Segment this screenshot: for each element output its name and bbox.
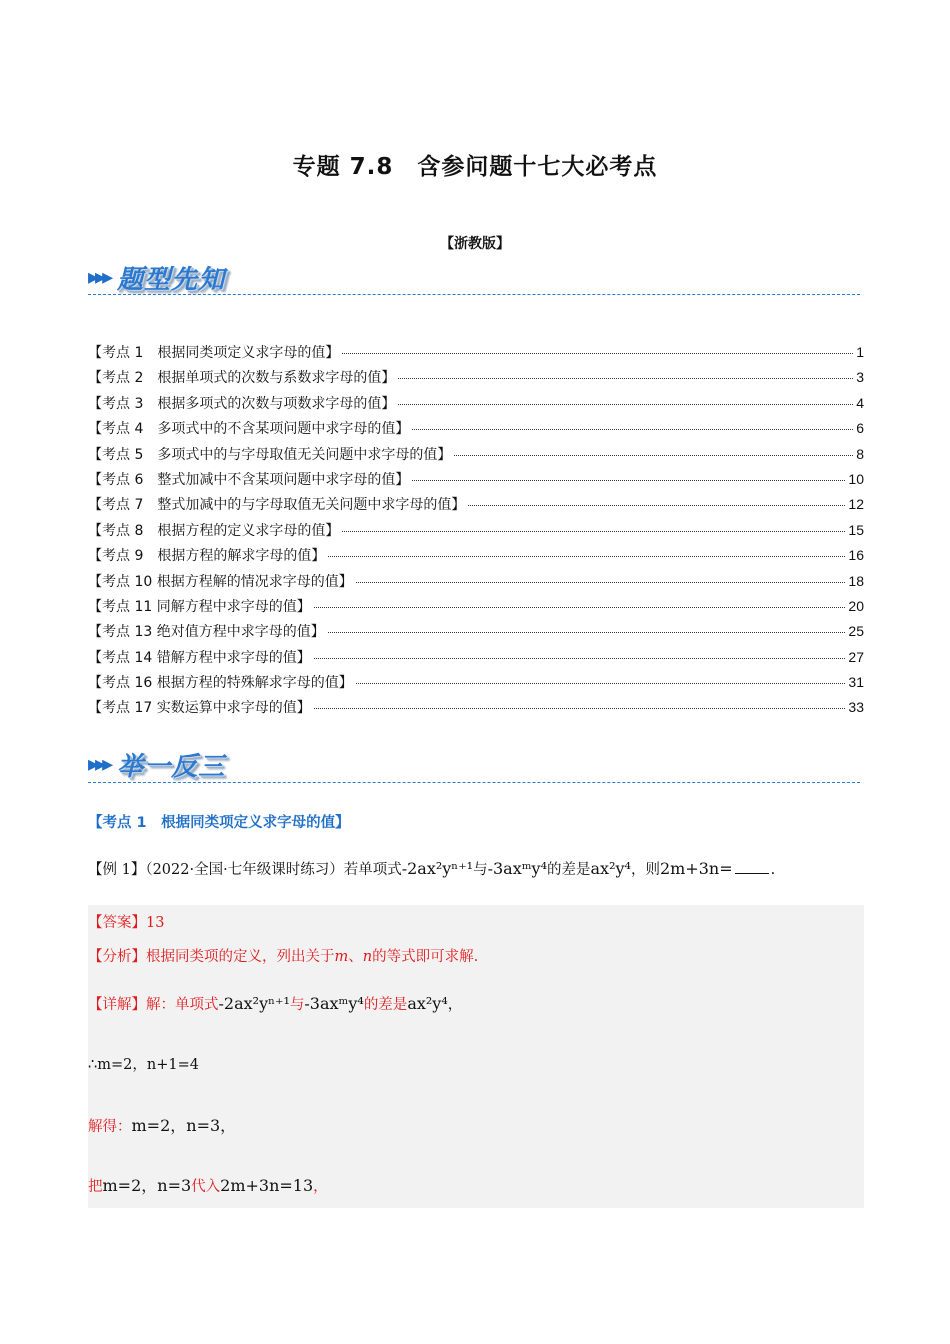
toc-entry[interactable] bbox=[88, 571, 864, 596]
math-expression: 2m+3n= bbox=[659, 859, 733, 878]
step-label: 解得： bbox=[88, 1119, 132, 1135]
toc-page-number: 8 bbox=[856, 445, 864, 462]
example-middle: 的差是 bbox=[547, 862, 591, 878]
banner-practice bbox=[88, 746, 225, 782]
detail-line bbox=[88, 993, 462, 1014]
step-line: ∴m=2，n+1=4 bbox=[88, 1057, 199, 1073]
toc-entry[interactable] bbox=[88, 672, 864, 697]
toc-page-number: 6 bbox=[856, 420, 864, 437]
toc-entry[interactable] bbox=[88, 444, 864, 469]
answer-blank bbox=[735, 873, 769, 874]
toc-entry[interactable] bbox=[88, 520, 864, 545]
detail-text: ， bbox=[447, 997, 463, 1013]
example-joiner: 与 bbox=[473, 862, 488, 878]
toc-page-number: 25 bbox=[848, 623, 864, 640]
toc-entry[interactable] bbox=[88, 393, 864, 418]
table-of-contents bbox=[88, 342, 864, 723]
step-end: ， bbox=[313, 1179, 328, 1195]
answer-value: 13 bbox=[146, 915, 165, 931]
toc-leader-dots bbox=[314, 607, 846, 608]
math-term: -3axᵐy⁴ bbox=[487, 859, 548, 878]
triple-arrow-icon: ▸▸▸ bbox=[88, 751, 110, 777]
step-label: 代入 bbox=[191, 1179, 221, 1195]
toc-entry[interactable] bbox=[88, 494, 864, 519]
step-label: 把 bbox=[88, 1179, 103, 1195]
toc-leader-dots bbox=[398, 404, 853, 405]
math-term: ax²y⁴ bbox=[590, 859, 631, 878]
toc-entry[interactable] bbox=[88, 697, 864, 722]
section-heading: 【考点 1 根据同类项定义求字母的值】 bbox=[88, 815, 350, 831]
toc-leader-dots bbox=[314, 708, 846, 709]
toc-leader-dots bbox=[328, 632, 846, 633]
toc-entry-label: 【考点 3 根据多项式的次数与项数求字母的值】 bbox=[88, 395, 396, 412]
toc-entry[interactable] bbox=[88, 418, 864, 443]
math-term: -2ax²yⁿ⁺¹ bbox=[401, 859, 474, 878]
toc-page-number: 16 bbox=[848, 547, 864, 564]
toc-page-number: 12 bbox=[848, 496, 864, 513]
toc-entry-label: 【考点 9 根据方程的解求字母的值】 bbox=[88, 548, 326, 565]
toc-page-number: 10 bbox=[848, 470, 864, 487]
toc-entry-label: 【考点 11 同解方程中求字母的值】 bbox=[88, 598, 311, 615]
toc-entry-label: 【考点 17 实数运算中求字母的值】 bbox=[88, 700, 311, 717]
math-term: -3axᵐy⁴ bbox=[304, 994, 364, 1013]
toc-leader-dots bbox=[412, 480, 845, 481]
toc-leader-dots bbox=[342, 353, 853, 354]
answer-line bbox=[88, 911, 164, 932]
var-m: m bbox=[334, 949, 349, 965]
detail-text: 解：单项式 bbox=[146, 997, 219, 1013]
toc-entry-label: 【考点 13 绝对值方程中求字母的值】 bbox=[88, 624, 325, 641]
toc-entry[interactable] bbox=[88, 367, 864, 392]
answer-tag: 【答案】 bbox=[88, 915, 146, 931]
divider bbox=[88, 782, 860, 783]
math-term: ax²y⁴ bbox=[407, 994, 448, 1013]
banner-title: 题型先知 bbox=[117, 264, 226, 295]
math-term: -2ax²yⁿ⁺¹ bbox=[218, 994, 290, 1013]
var-n: n bbox=[362, 949, 373, 965]
toc-page-number: 18 bbox=[848, 572, 864, 589]
step-line bbox=[88, 1113, 236, 1136]
toc-page-number: 31 bbox=[848, 674, 864, 691]
toc-entry[interactable] bbox=[88, 621, 864, 646]
step-math: 2m+3n=13 bbox=[220, 1176, 314, 1195]
toc-leader-dots bbox=[328, 556, 845, 557]
toc-leader-dots bbox=[468, 505, 845, 506]
toc-leader-dots bbox=[356, 582, 846, 583]
toc-page-number: 4 bbox=[856, 394, 864, 411]
step-line bbox=[88, 1173, 328, 1196]
step-math: m=2，n=3 bbox=[102, 1176, 192, 1195]
toc-entry-label: 【考点 16 根据方程的特殊解求字母的值】 bbox=[88, 675, 353, 692]
step-math: m=2，n=3， bbox=[131, 1116, 237, 1135]
toc-leader-dots bbox=[356, 683, 846, 684]
toc-entry-label: 【考点 7 整式加减中的与字母取值无关问题中求字母的值】 bbox=[88, 497, 466, 514]
toc-entry-label: 【考点 10 根据方程解的情况求字母的值】 bbox=[88, 573, 353, 590]
toc-entry-label: 【考点 8 根据方程的定义求字母的值】 bbox=[88, 522, 340, 539]
toc-page-number: 1 bbox=[856, 344, 864, 360]
toc-page-number: 15 bbox=[848, 521, 864, 538]
analysis-text: 的等式即可求解. bbox=[372, 949, 479, 965]
toc-leader-dots bbox=[314, 658, 846, 659]
toc-page-number: 27 bbox=[848, 648, 864, 665]
toc-leader-dots bbox=[398, 378, 853, 379]
example-question bbox=[88, 858, 888, 879]
analysis-tag: 【分析】 bbox=[88, 949, 146, 965]
analysis-text: 根据同类项的定义，列出关于 bbox=[146, 949, 335, 965]
toc-entry-label: 【考点 1 根据同类项定义求字母的值】 bbox=[88, 345, 340, 361]
toc-entry-label: 【考点 14 错解方程中求字母的值】 bbox=[88, 649, 311, 666]
banner-title: 举一反三 bbox=[117, 751, 226, 782]
answer-box bbox=[88, 905, 864, 1208]
analysis-line bbox=[88, 945, 478, 966]
toc-page-number: 20 bbox=[848, 597, 864, 614]
toc-entry[interactable] bbox=[88, 647, 864, 672]
toc-leader-dots bbox=[412, 429, 853, 430]
toc-entry-label: 【考点 4 多项式中的不含某项问题中求字母的值】 bbox=[88, 421, 410, 438]
toc-entry[interactable] bbox=[88, 545, 864, 570]
analysis-sep: 、 bbox=[348, 949, 363, 965]
example-then: ，则 bbox=[630, 862, 660, 878]
page-title: 专题 7.8 含参问题十七大必考点 bbox=[292, 154, 658, 180]
detail-text: 的差是 bbox=[363, 997, 408, 1013]
detail-tag: 【详解】 bbox=[88, 997, 146, 1013]
detail-text: 与 bbox=[289, 997, 305, 1013]
toc-leader-dots bbox=[454, 455, 853, 456]
toc-entry-label: 【考点 5 多项式中的与字母取值无关问题中求字母的值】 bbox=[88, 446, 452, 463]
toc-entry[interactable] bbox=[88, 596, 864, 621]
toc-leader-dots bbox=[342, 531, 845, 532]
toc-page-number: 3 bbox=[856, 369, 864, 386]
toc-entry[interactable] bbox=[88, 469, 864, 494]
toc-entry-label: 【考点 2 根据单项式的次数与系数求字母的值】 bbox=[88, 370, 396, 387]
example-prefix: 【例 1】（2022·全国·七年级课时练习）若单项式 bbox=[88, 862, 402, 878]
edition-label: 【浙教版】 bbox=[440, 236, 510, 252]
banner-question-types bbox=[88, 259, 225, 295]
toc-entry-label: 【考点 6 整式加减中不含某项问题中求字母的值】 bbox=[88, 471, 410, 488]
toc-page-number: 33 bbox=[848, 699, 864, 716]
example-end: . bbox=[770, 862, 776, 878]
toc-entry[interactable] bbox=[88, 342, 864, 367]
divider bbox=[88, 294, 860, 295]
triple-arrow-icon: ▸▸▸ bbox=[88, 264, 110, 290]
